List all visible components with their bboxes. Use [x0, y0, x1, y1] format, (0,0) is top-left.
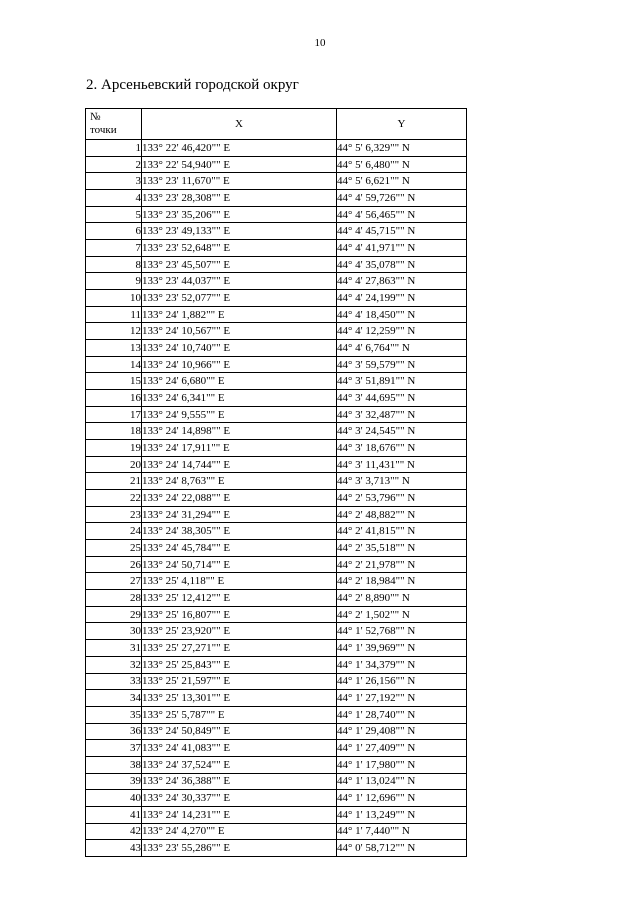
table-row — [86, 373, 467, 390]
y-coordinate: 44° 1' 28,740"" N — [337, 706, 467, 723]
point-number: 22 — [86, 490, 142, 507]
table-row — [86, 390, 467, 407]
y-coordinate: 44° 4' 27,863"" N — [337, 273, 467, 290]
y-coordinate: 44° 1' 39,969"" N — [337, 640, 467, 657]
table-row — [86, 806, 467, 823]
table-row — [86, 556, 467, 573]
point-number: 20 — [86, 456, 142, 473]
point-number: 23 — [86, 506, 142, 523]
y-coordinate: 44° 4' 59,726"" N — [337, 190, 467, 207]
x-coordinate: 133° 22' 54,940"" E — [142, 156, 337, 173]
header-x: X — [142, 109, 337, 140]
x-coordinate: 133° 25' 25,843"" E — [142, 656, 337, 673]
point-number: 34 — [86, 690, 142, 707]
x-coordinate: 133° 24' 50,849"" E — [142, 723, 337, 740]
point-number: 39 — [86, 773, 142, 790]
table-row — [86, 640, 467, 657]
point-number: 8 — [86, 256, 142, 273]
point-number: 36 — [86, 723, 142, 740]
point-number: 14 — [86, 356, 142, 373]
x-coordinate: 133° 23' 11,670"" E — [142, 173, 337, 190]
point-number: 30 — [86, 623, 142, 640]
y-coordinate: 44° 2' 21,978"" N — [337, 556, 467, 573]
y-coordinate: 44° 4' 6,764"" N — [337, 340, 467, 357]
header-num-sign: № — [90, 111, 101, 123]
table-row — [86, 173, 467, 190]
table-row — [86, 540, 467, 557]
table-row — [86, 690, 467, 707]
y-coordinate: 44° 3' 32,487"" N — [337, 406, 467, 423]
x-coordinate: 133° 24' 4,270"" E — [142, 823, 337, 840]
table-row — [86, 206, 467, 223]
x-coordinate: 133° 25' 5,787"" E — [142, 706, 337, 723]
y-coordinate: 44° 1' 26,156"" N — [337, 673, 467, 690]
point-number: 27 — [86, 573, 142, 590]
point-number: 43 — [86, 840, 142, 857]
table-body — [86, 140, 467, 857]
y-coordinate: 44° 3' 24,545"" N — [337, 423, 467, 440]
y-coordinate: 44° 2' 53,796"" N — [337, 490, 467, 507]
x-coordinate: 133° 24' 6,341"" E — [142, 390, 337, 407]
table-row — [86, 456, 467, 473]
x-coordinate: 133° 25' 16,807"" E — [142, 606, 337, 623]
table-row — [86, 823, 467, 840]
point-number: 35 — [86, 706, 142, 723]
y-coordinate: 44° 5' 6,480"" N — [337, 156, 467, 173]
point-number: 3 — [86, 173, 142, 190]
y-coordinate: 44° 2' 48,882"" N — [337, 506, 467, 523]
x-coordinate: 133° 23' 44,037"" E — [142, 273, 337, 290]
table-row — [86, 473, 467, 490]
page-number: 10 — [314, 37, 326, 49]
point-number: 25 — [86, 540, 142, 557]
point-number: 40 — [86, 790, 142, 807]
table-header-row — [86, 109, 467, 140]
table-row — [86, 156, 467, 173]
x-coordinate: 133° 24' 17,911"" E — [142, 440, 337, 457]
y-coordinate: 44° 4' 56,465"" N — [337, 206, 467, 223]
x-coordinate: 133° 25' 13,301"" E — [142, 690, 337, 707]
table-row — [86, 840, 467, 857]
point-number: 32 — [86, 656, 142, 673]
x-coordinate: 133° 24' 10,740"" E — [142, 340, 337, 357]
x-coordinate: 133° 24' 9,555"" E — [142, 406, 337, 423]
table-row — [86, 290, 467, 307]
point-number: 10 — [86, 290, 142, 307]
y-coordinate: 44° 3' 3,713"" N — [337, 473, 467, 490]
y-coordinate: 44° 1' 34,379"" N — [337, 656, 467, 673]
y-coordinate: 44° 1' 13,249"" N — [337, 806, 467, 823]
point-number: 33 — [86, 673, 142, 690]
table-row — [86, 256, 467, 273]
table-row — [86, 773, 467, 790]
y-coordinate: 44° 1' 13,024"" N — [337, 773, 467, 790]
point-number: 26 — [86, 556, 142, 573]
point-number: 13 — [86, 340, 142, 357]
x-coordinate: 133° 24' 22,088"" E — [142, 490, 337, 507]
table-row — [86, 440, 467, 457]
x-coordinate: 133° 23' 49,133"" E — [142, 223, 337, 240]
x-coordinate: 133° 24' 45,784"" E — [142, 540, 337, 557]
point-number: 38 — [86, 756, 142, 773]
point-number: 6 — [86, 223, 142, 240]
y-coordinate: 44° 4' 24,199"" N — [337, 290, 467, 307]
header-point-number — [86, 109, 142, 140]
table-row — [86, 590, 467, 607]
table-row — [86, 406, 467, 423]
y-coordinate: 44° 5' 6,329"" N — [337, 140, 467, 157]
x-coordinate: 133° 24' 1,882"" E — [142, 306, 337, 323]
x-coordinate: 133° 24' 14,898"" E — [142, 423, 337, 440]
point-number: 7 — [86, 240, 142, 257]
x-coordinate: 133° 25' 4,118"" E — [142, 573, 337, 590]
x-coordinate: 133° 24' 14,231"" E — [142, 806, 337, 823]
y-coordinate: 44° 2' 41,815"" N — [337, 523, 467, 540]
point-number: 19 — [86, 440, 142, 457]
x-coordinate: 133° 23' 28,308"" E — [142, 190, 337, 207]
table-row — [86, 623, 467, 640]
point-number: 11 — [86, 306, 142, 323]
y-coordinate: 44° 5' 6,621"" N — [337, 173, 467, 190]
y-coordinate: 44° 3' 59,579"" N — [337, 356, 467, 373]
x-coordinate: 133° 24' 30,337"" E — [142, 790, 337, 807]
y-coordinate: 44° 2' 18,984"" N — [337, 573, 467, 590]
table-row — [86, 573, 467, 590]
table-row — [86, 740, 467, 757]
table-row — [86, 490, 467, 507]
y-coordinate: 44° 1' 27,409"" N — [337, 740, 467, 757]
table-row — [86, 423, 467, 440]
point-number: 12 — [86, 323, 142, 340]
x-coordinate: 133° 23' 35,206"" E — [142, 206, 337, 223]
table-row — [86, 356, 467, 373]
table-row — [86, 273, 467, 290]
table-row — [86, 656, 467, 673]
y-coordinate: 44° 4' 35,078"" N — [337, 256, 467, 273]
y-coordinate: 44° 1' 17,980"" N — [337, 756, 467, 773]
point-number: 5 — [86, 206, 142, 223]
y-coordinate: 44° 0' 58,712"" N — [337, 840, 467, 857]
table-row — [86, 706, 467, 723]
x-coordinate: 133° 24' 10,567"" E — [142, 323, 337, 340]
table-row — [86, 190, 467, 207]
point-number: 31 — [86, 640, 142, 657]
x-coordinate: 133° 23' 52,077"" E — [142, 290, 337, 307]
y-coordinate: 44° 4' 18,450"" N — [337, 306, 467, 323]
x-coordinate: 133° 24' 38,305"" E — [142, 523, 337, 540]
x-coordinate: 133° 23' 45,507"" E — [142, 256, 337, 273]
y-coordinate: 44° 2' 1,502"" N — [337, 606, 467, 623]
y-coordinate: 44° 1' 7,440"" N — [337, 823, 467, 840]
x-coordinate: 133° 24' 36,388"" E — [142, 773, 337, 790]
x-coordinate: 133° 24' 6,680"" E — [142, 373, 337, 390]
table-row — [86, 606, 467, 623]
table-row — [86, 306, 467, 323]
point-number: 4 — [86, 190, 142, 207]
y-coordinate: 44° 3' 11,431"" N — [337, 456, 467, 473]
point-number: 37 — [86, 740, 142, 757]
point-number: 17 — [86, 406, 142, 423]
point-number: 41 — [86, 806, 142, 823]
y-coordinate: 44° 1' 12,696"" N — [337, 790, 467, 807]
table-row — [86, 756, 467, 773]
point-number: 28 — [86, 590, 142, 607]
y-coordinate: 44° 3' 51,891"" N — [337, 373, 467, 390]
table-row — [86, 723, 467, 740]
y-coordinate: 44° 2' 35,518"" N — [337, 540, 467, 557]
point-number: 29 — [86, 606, 142, 623]
x-coordinate: 133° 23' 55,286"" E — [142, 840, 337, 857]
table-row — [86, 223, 467, 240]
y-coordinate: 44° 1' 27,192"" N — [337, 690, 467, 707]
x-coordinate: 133° 24' 31,294"" E — [142, 506, 337, 523]
y-coordinate: 44° 1' 29,408"" N — [337, 723, 467, 740]
table-row — [86, 673, 467, 690]
point-number: 42 — [86, 823, 142, 840]
section-heading: 2. Арсеньевский городской округ — [86, 77, 299, 93]
y-coordinate: 44° 2' 8,890"" N — [337, 590, 467, 607]
point-number: 9 — [86, 273, 142, 290]
point-number: 21 — [86, 473, 142, 490]
header-y: Y — [337, 109, 467, 140]
table-row — [86, 140, 467, 157]
point-number: 16 — [86, 390, 142, 407]
table-row — [86, 506, 467, 523]
point-number: 15 — [86, 373, 142, 390]
x-coordinate: 133° 24' 50,714"" E — [142, 556, 337, 573]
x-coordinate: 133° 24' 8,763"" E — [142, 473, 337, 490]
table-row — [86, 323, 467, 340]
x-coordinate: 133° 24' 37,524"" E — [142, 756, 337, 773]
y-coordinate: 44° 4' 45,715"" N — [337, 223, 467, 240]
x-coordinate: 133° 24' 41,083"" E — [142, 740, 337, 757]
x-coordinate: 133° 23' 52,648"" E — [142, 240, 337, 257]
x-coordinate: 133° 24' 14,744"" E — [142, 456, 337, 473]
point-number: 1 — [86, 140, 142, 157]
header-num-word: точки — [90, 124, 117, 136]
x-coordinate: 133° 25' 12,412"" E — [142, 590, 337, 607]
y-coordinate: 44° 3' 44,695"" N — [337, 390, 467, 407]
x-coordinate: 133° 22' 46,420"" E — [142, 140, 337, 157]
point-number: 2 — [86, 156, 142, 173]
table-row — [86, 790, 467, 807]
table-row — [86, 340, 467, 357]
point-number: 24 — [86, 523, 142, 540]
y-coordinate: 44° 4' 12,259"" N — [337, 323, 467, 340]
table-row — [86, 240, 467, 257]
y-coordinate: 44° 3' 18,676"" N — [337, 440, 467, 457]
y-coordinate: 44° 1' 52,768"" N — [337, 623, 467, 640]
x-coordinate: 133° 24' 10,966"" E — [142, 356, 337, 373]
y-coordinate: 44° 4' 41,971"" N — [337, 240, 467, 257]
x-coordinate: 133° 25' 27,271"" E — [142, 640, 337, 657]
x-coordinate: 133° 25' 21,597"" E — [142, 673, 337, 690]
point-number: 18 — [86, 423, 142, 440]
table-row — [86, 523, 467, 540]
coordinates-table — [85, 108, 467, 857]
x-coordinate: 133° 25' 23,920"" E — [142, 623, 337, 640]
